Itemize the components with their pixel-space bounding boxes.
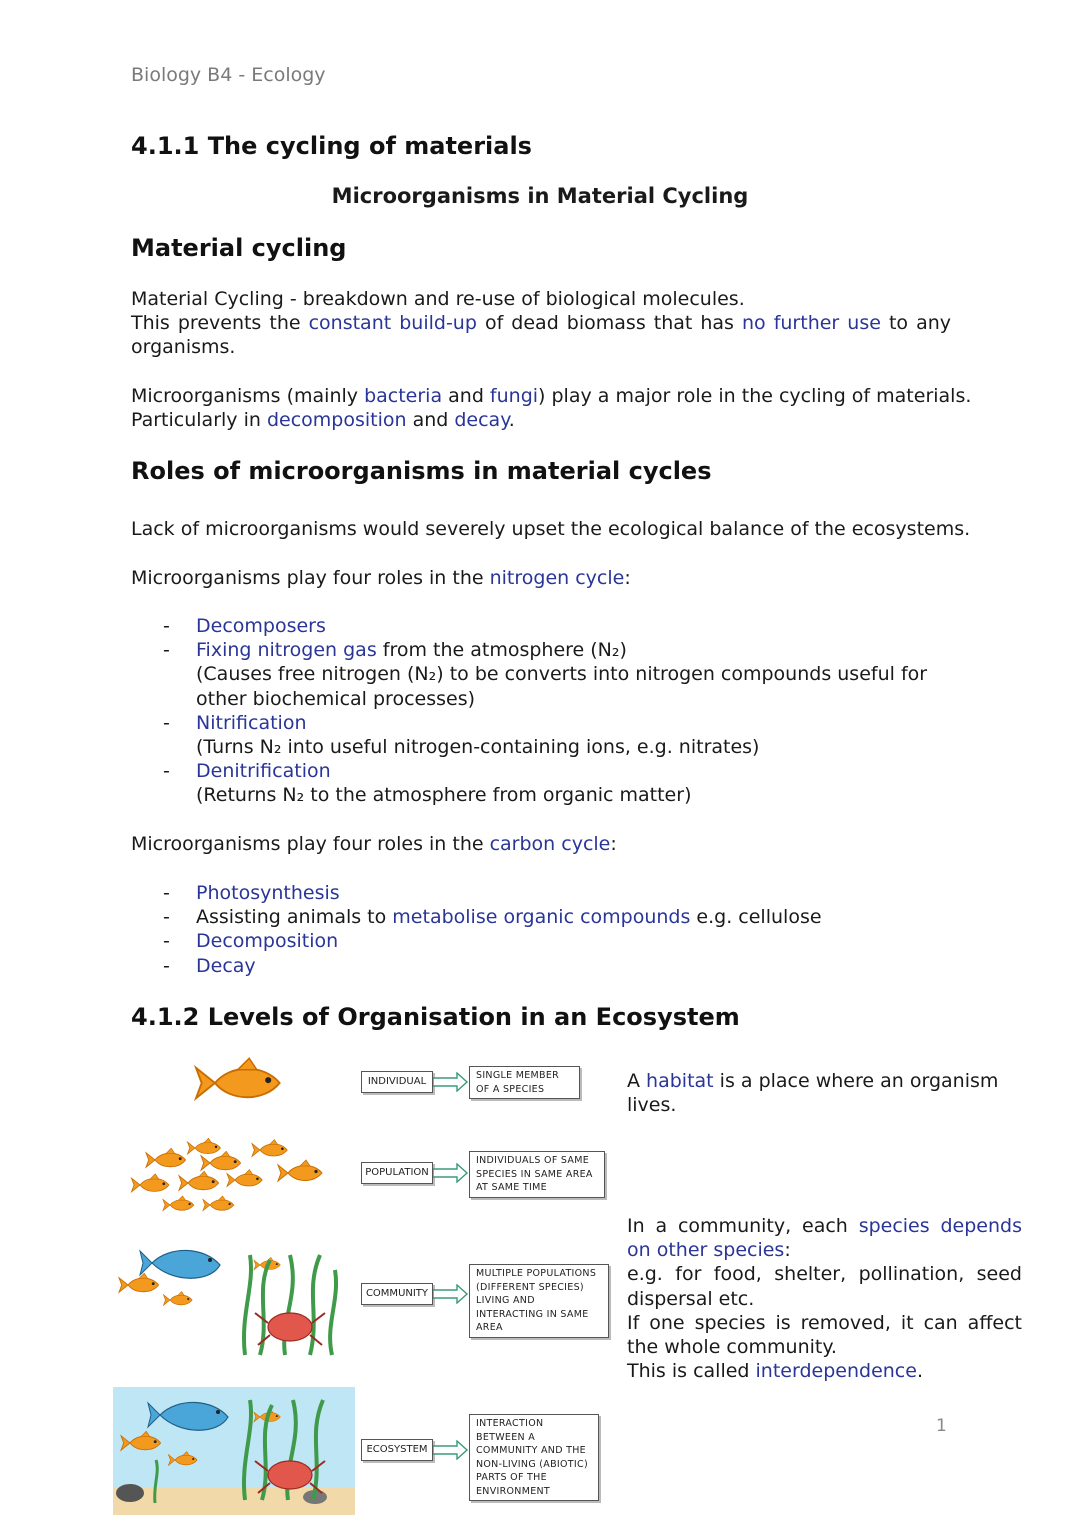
- list-item: - Decomposers: [163, 615, 326, 637]
- carbon-list: [131, 881, 951, 978]
- habitat-note: A habitat is a place where an organism lives.: [627, 1070, 999, 1117]
- level-desc-ecosystem: INTERACTION BETWEEN A COMMUNITY AND THE NON-LIVING (ABIOTIC) PARTS OF THE ENVIRONMENT: [469, 1414, 599, 1501]
- nitrogen-list: [131, 614, 971, 808]
- roles-intro: Lack of microorganisms would severely upset the ecological balance of the ecosystems.: [131, 518, 971, 540]
- arrow-icon: [433, 1163, 469, 1183]
- arrow-icon: [433, 1284, 469, 1304]
- list-item: - Assisting animals to metabolise organic compounds e.g. cellulose: [163, 906, 822, 929]
- page-number: 1: [936, 1416, 947, 1436]
- community-note-line4: This is called interdependence.: [627, 1360, 923, 1383]
- section-subtitle: Microorganisms in Material Cycling: [331, 184, 749, 208]
- microorganisms-paragraph: [131, 384, 981, 432]
- heading-material-cycling: Material cycling: [131, 234, 347, 262]
- level-desc-community: MULTIPLE POPULATIONS (DIFFERENT SPECIES) LIVING AND INTERACTING IN SAME AREA: [469, 1264, 609, 1338]
- buildup-line: This prevents the constant build-up of dead biomass that has no further use to any organisms.: [131, 312, 952, 359]
- list-item: - Fixing nitrogen gas from the atmosphere (N₂) (Causes free nitrogen (N₂) to be converts into nitrogen compounds useful for other biochemical processes): [163, 639, 928, 710]
- ecosystem-icon: [113, 1387, 355, 1515]
- level-label-population: POPULATION: [361, 1162, 433, 1184]
- community-note-line1: In a community, each species depends on other species:: [627, 1215, 1022, 1262]
- list-item: - Denitrification (Returns N₂ to the atmosphere from organic matter): [163, 760, 692, 807]
- material-cycling-paragraph: [131, 287, 951, 360]
- heading-roles: Roles of microorganisms in material cycles: [131, 457, 712, 485]
- arrow-icon: [433, 1440, 469, 1460]
- level-label-individual: INDIVIDUAL: [361, 1071, 433, 1093]
- section-title-cycling: 4.1.1 The cycling of materials: [131, 132, 532, 160]
- arrow-icon: [433, 1072, 469, 1092]
- carbon-intro: Microorganisms play four roles in the carbon cycle:: [131, 833, 617, 855]
- community-note-line2: e.g. for food, shelter, pollination, seed dispersal etc.: [627, 1263, 1022, 1310]
- level-desc-population: INDIVIDUALS OF SAME SPECIES IN SAME AREA AT SAME TIME: [469, 1151, 605, 1198]
- section-title-levels: 4.1.2 Levels of Organisation in an Ecosystem: [131, 1003, 740, 1031]
- definition-line: Material Cycling - breakdown and re-use of biological molecules.: [131, 288, 745, 310]
- level-label-ecosystem: ECOSYSTEM: [361, 1439, 433, 1461]
- list-item: - Photosynthesis: [163, 882, 340, 904]
- ecosystem-levels-illustration: [110, 1055, 360, 1525]
- community-icon: [119, 1250, 336, 1355]
- list-item: - Decomposition: [163, 930, 339, 953]
- decomposition-line: Particularly in decomposition and decay.: [131, 409, 515, 432]
- population-fish-icon: [132, 1138, 323, 1210]
- level-desc-individual: SINGLE MEMBER OF A SPECIES: [469, 1066, 580, 1099]
- list-item: - Nitrification (Turns N₂ into useful nitrogen-containing ions, e.g. nitrates): [163, 711, 760, 759]
- individual-fish-icon: [196, 1058, 280, 1098]
- nitrogen-intro: Microorganisms play four roles in the nitrogen cycle:: [131, 567, 631, 589]
- community-note: [627, 1214, 1022, 1383]
- list-item: - Decay: [163, 954, 256, 977]
- document-header: Biology B4 - Ecology: [131, 64, 326, 86]
- level-label-community: COMMUNITY: [361, 1283, 433, 1305]
- community-note-line3: If one species is removed, it can affect the whole community.: [627, 1311, 1022, 1359]
- microorganisms-line: Microorganisms (mainly bacteria and fungi) play a major role in the cycling of materials.: [131, 385, 972, 407]
